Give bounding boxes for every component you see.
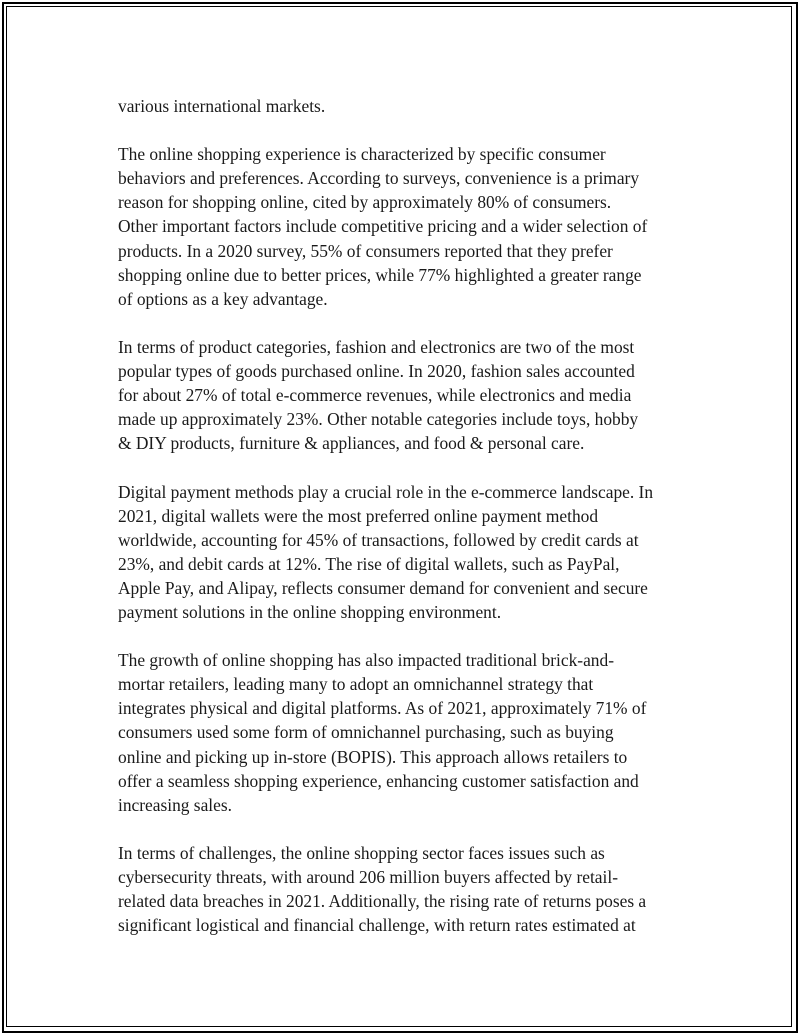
paragraph — [118, 648, 698, 817]
text-line: worldwide, accounting for 45% of transactions, followed by credit cards at — [118, 529, 639, 550]
document-body — [118, 94, 698, 961]
text-line: products. In a 2020 survey, 55% of consumers reported that they prefer — [118, 240, 613, 261]
paragraph — [118, 94, 698, 118]
text-line: various international markets. — [118, 96, 326, 116]
text-line: related data breaches in 2021. Additionally, the rising rate of returns poses a — [118, 891, 647, 912]
text-line: In terms of challenges, the online shopping sector faces issues such as — [118, 842, 605, 863]
text-line: Apple Pay, and Alipay, reflects consumer demand for convenient and secure — [118, 577, 648, 598]
text-line: mortar retailers, leading many to adopt an omnichannel strategy that — [118, 674, 594, 695]
text-line: Digital payment methods play a crucial role in the e-commerce landscape. In — [118, 481, 654, 502]
text-line: payment solutions in the online shopping environment. — [118, 601, 502, 622]
text-line: 2021, digital wallets were the most preferred online payment method — [118, 505, 599, 526]
text-line: The growth of online shopping has also impacted traditional brick-and- — [118, 650, 614, 671]
paragraph — [118, 335, 698, 455]
text-line: behaviors and preferences. According to surveys, convenience is a primary — [118, 168, 640, 189]
text-line: 23%, and debit cards at 12%. The rise of digital wallets, such as PayPal, — [118, 553, 620, 574]
text-line: Other important factors include competitive pricing and a wider selection of — [118, 216, 648, 237]
paragraph — [118, 480, 698, 625]
text-line: increasing sales. — [118, 794, 232, 815]
text-line: cybersecurity threats, with around 206 million buyers affected by retail- — [118, 867, 618, 887]
text-line: of options as a key advantage. — [118, 288, 328, 309]
text-line: online and picking up in-store (BOPIS). This approach allows retailers to — [118, 746, 628, 767]
text-line: In terms of product categories, fashion and electronics are two of the most — [118, 336, 635, 357]
paragraph — [118, 142, 698, 311]
text-line: The online shopping experience is characterized by specific consumer — [118, 144, 606, 165]
text-line: reason for shopping online, cited by approximately 80% of consumers. — [118, 192, 612, 213]
text-line: for about 27% of total e-commerce revenues, while electronics and media — [118, 385, 632, 406]
text-line: shopping online due to better prices, while 77% highlighted a greater range — [118, 264, 642, 285]
text-line: popular types of goods purchased online. In 2020, fashion sales accounted — [118, 361, 635, 382]
text-line: consumers used some form of omnichannel purchasing, such as buying — [118, 722, 614, 743]
text-line: offer a seamless shopping experience, enhancing customer satisfaction and — [118, 770, 639, 791]
paragraph — [118, 841, 698, 937]
text-line: & DIY products, furniture & appliances, and food & personal care. — [118, 433, 585, 454]
text-line: integrates physical and digital platforms. As of 2021, approximately 71% of — [118, 698, 647, 719]
text-line: significant logistical and financial challenge, with return rates estimated at — [118, 915, 636, 936]
text-line: made up approximately 23%. Other notable categories include toys, hobby — [118, 409, 639, 430]
